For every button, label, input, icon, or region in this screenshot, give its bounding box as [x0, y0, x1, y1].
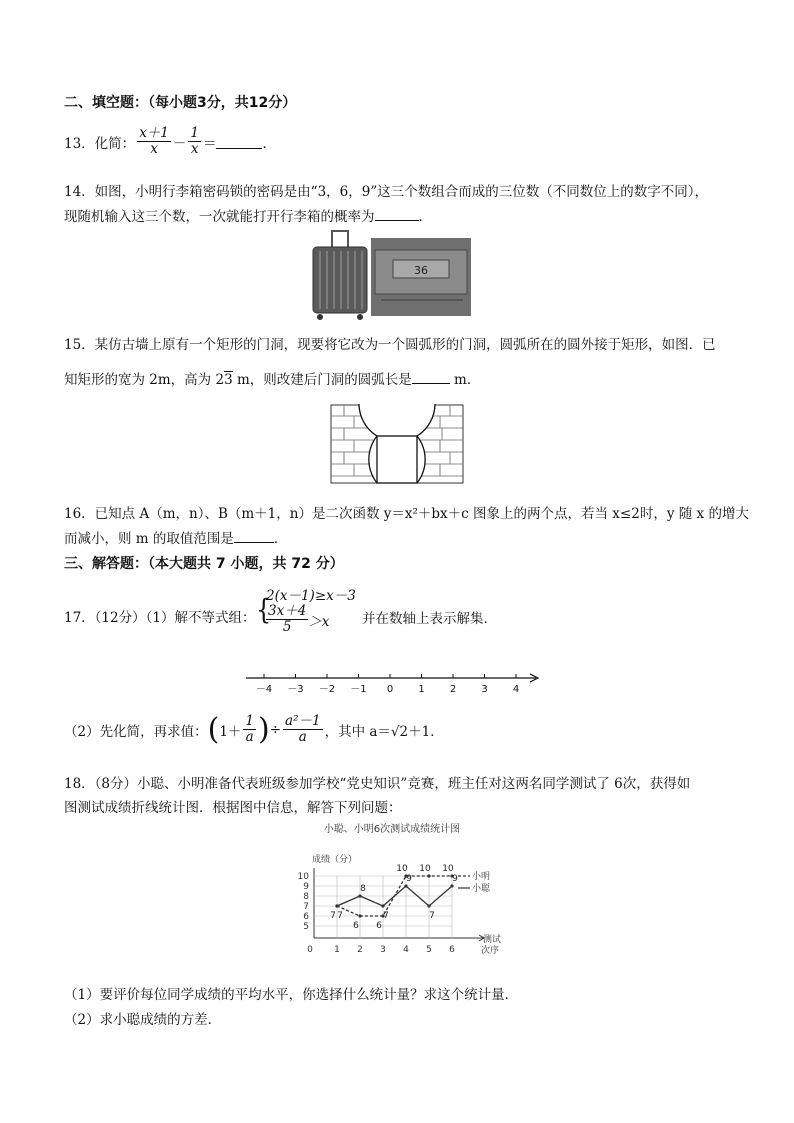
- question-14-line1: 14．如图，小明行李箱密码锁的密码是由“3，6，9”这三个数组合而成的三位数（不同数位上的数字不同），: [64, 184, 708, 200]
- chart-point: [358, 894, 361, 897]
- chart-data-label: 6: [376, 921, 382, 931]
- brace-symbol: {: [256, 593, 272, 627]
- number-line-tick-label: 0: [386, 684, 394, 695]
- chart-legend-label: 小聪: [472, 884, 491, 894]
- chart-x-tick-label: 5: [426, 945, 432, 955]
- chart-data-label: 6: [353, 921, 359, 931]
- number-line-tick-label: －4: [255, 684, 273, 695]
- chart-data-label: 9: [452, 874, 458, 884]
- chart-xlabel: 测试: [483, 935, 502, 945]
- q17-suffix: 并在数轴上表示解集．: [362, 611, 497, 627]
- lock-code-text: 36: [414, 264, 428, 277]
- chart-data-label: 7: [330, 911, 336, 921]
- number-line-tick-label: 2: [449, 684, 457, 695]
- number-line-tick-label: －2: [318, 684, 336, 695]
- answer-blank-14[interactable]: [375, 206, 419, 221]
- chart-point: [381, 904, 384, 907]
- question-15-line2: 知矩形的宽为 2m，高为 23 m，则改建后门洞的圆弧长是 m．: [64, 368, 480, 388]
- chart-y-tick-label: 6: [303, 912, 309, 922]
- score-line-chart: [286, 818, 506, 978]
- chart-data-label: 10: [396, 864, 408, 874]
- number-line-tick-label: －3: [287, 684, 304, 695]
- section-title-solutions: 三、解答题：（本大题共 7 小题，共 72 分）: [64, 556, 344, 572]
- chart-point: [450, 884, 453, 887]
- question-16-line2: 而减小，则 m 的取值范围是 ．: [64, 527, 287, 547]
- chart-y-tick-label: 8: [303, 892, 309, 902]
- question-14-line2: 现随机输入这三个数，一次就能打开行李箱的概率为 ．: [64, 205, 432, 225]
- chart-y-tick-label: 10: [297, 872, 309, 882]
- number-line-tick-label: 1: [418, 684, 425, 695]
- q13-fraction-1: $\frac{x+1}{x}$: [139, 125, 169, 157]
- number-line-tick-label: 3: [481, 684, 488, 695]
- q13-fraction-2: $\frac{1}{x}$: [190, 125, 199, 157]
- answer-blank-15[interactable]: [412, 369, 450, 384]
- chart-y-tick-label: 5: [303, 922, 309, 932]
- q17-inequality-1: 2(x－1)≥x－3: [266, 588, 356, 604]
- q17-prefix: 17．（12分）（1）解不等式组：: [64, 610, 256, 626]
- chart-x-tick-label: 3: [380, 945, 386, 955]
- chart-point: [335, 904, 338, 907]
- sqrt-radicand: 3: [224, 372, 233, 388]
- chart-x-tick-label: 2: [357, 945, 363, 955]
- door-arch-figure: [330, 404, 464, 484]
- chart-data-label: 7: [429, 911, 435, 921]
- chart-data-label: 10: [419, 864, 431, 874]
- chart-point: [427, 874, 430, 877]
- question-13: 13．化简： $\frac{x+1}{x}$ － $\frac{1}{x}$ ＝ ．: [64, 125, 276, 157]
- chart-point: [358, 914, 361, 917]
- chart-x-tick-label: 0: [307, 945, 313, 955]
- chart-x-tick-label: 6: [449, 945, 455, 955]
- chart-data-label: 7: [337, 911, 343, 921]
- chart-data-label: 7: [383, 911, 389, 921]
- number-line: [240, 668, 546, 696]
- q18-sub2: （2）求小聪成绩的方差．: [64, 1012, 222, 1028]
- chart-x-tick-label: 1: [334, 945, 340, 955]
- q13-minus: －: [172, 135, 187, 152]
- chart-data-label: 10: [442, 864, 454, 874]
- chart-legend-label: 小明: [472, 872, 491, 882]
- q18-sub1: （1）要评价每位同学成绩的平均水平，你选择什么统计量？求这个统计量．: [64, 987, 519, 1003]
- question-18-line2: 图测试成绩折线统计图．根据图中信息，解答下列问题：: [64, 800, 402, 816]
- suitcase-image: [310, 229, 370, 321]
- combination-lock-image: [371, 238, 471, 316]
- chart-point: [404, 884, 407, 887]
- q17-part2: （2）先化简，再求值： ( 1＋ $\frac{1}{a}$ ) ÷ $\frac{\text{a²－1}}{a}$ ，其中 a＝√2＋1．: [64, 711, 444, 747]
- number-line-tick-label: 4: [512, 684, 520, 695]
- chart-y-tick-label: 7: [303, 902, 309, 912]
- chart-x-tick-label: 4: [403, 945, 409, 955]
- chart-y-tick-label: 9: [303, 882, 309, 892]
- q13-equals: ＝: [202, 135, 217, 152]
- section-title-fill-blank: 二、填空题：（每小题3分，共12分）: [64, 95, 297, 111]
- question-16-line1: 16．已知点 A（m，n）、B（m＋1，n）是二次函数 y＝x²＋bx＋c 图象上的两个点，若当 x≤2时，y 随 x 的增大: [64, 506, 749, 522]
- chart-data-label: 9: [406, 874, 412, 884]
- number-line-tick-label: －1: [350, 684, 367, 695]
- q17-inequality-2: $\frac{3x+4}{5}$ ＞x: [268, 603, 330, 635]
- chart-point: [427, 904, 430, 907]
- answer-blank-16[interactable]: [234, 528, 274, 543]
- chart-xlabel-line2: 次序: [481, 946, 500, 956]
- question-18-line1: 18．（8分）小聪、小明准备代表班级参加学校“党史知识”竞赛，班主任对这两名同学测试了 6次，获得如: [64, 776, 691, 792]
- question-15-line1: 15．某仿古墙上原有一个矩形的门洞，现要将它改为一个圆弧形的门洞，圆弧所在的圆外接于矩形，如图．已: [64, 337, 716, 353]
- chart-title: 小聪、小明6次测试成绩统计图: [323, 824, 461, 835]
- chart-ylabel: 成绩（分）: [312, 855, 358, 865]
- chart-data-label: 8: [360, 884, 366, 894]
- q13-prefix: 13．化简：: [64, 135, 136, 152]
- answer-blank-13[interactable]: [216, 134, 262, 149]
